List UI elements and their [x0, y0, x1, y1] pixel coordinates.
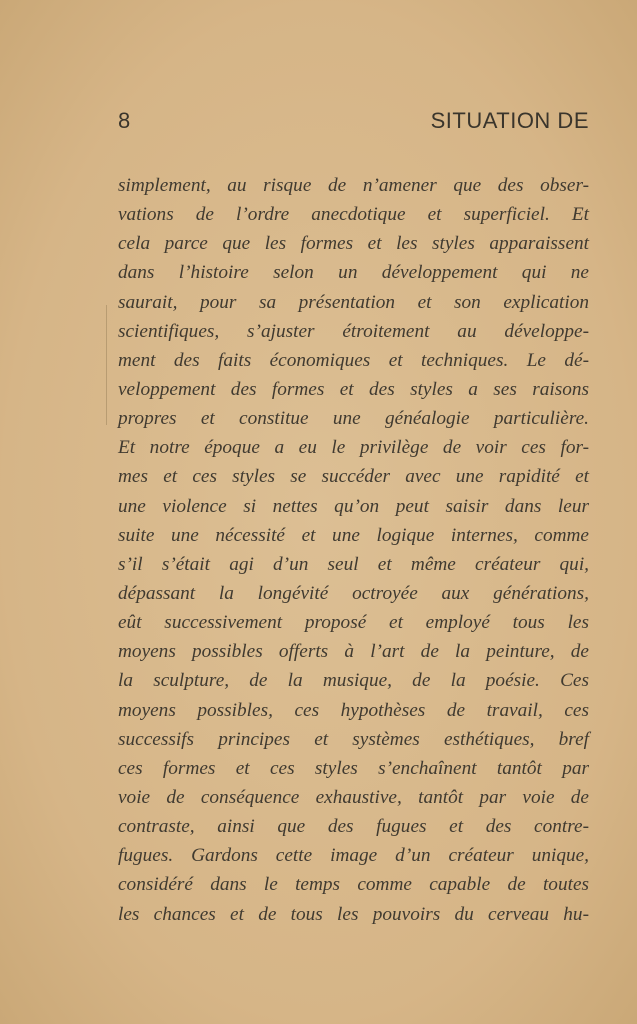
text-line: propres et constitue une généalogie particulière.: [118, 408, 589, 430]
text-line: voie de conséquence exhaustive, tantôt par voie de: [118, 786, 589, 808]
text-line: moyens possibles, ces hypothèses de travail, ces: [118, 699, 589, 721]
text-line: eût successivement proposé et employé tous les: [118, 612, 589, 634]
margin-mark: [106, 305, 107, 425]
text-line: s’il s’était agi d’un seul et même créateur qui,: [118, 553, 589, 575]
running-title: SITUATION DE: [430, 108, 589, 133]
text-line: veloppement des formes et des styles a ses raisons: [118, 378, 589, 400]
text-line: fugues. Gardons cette image d’un créateur unique,: [118, 845, 589, 867]
text-line: la sculpture, de la musique, de la poésie. Ces: [118, 670, 589, 692]
text-line: contraste, ainsi que des fugues et des contre-: [118, 816, 589, 838]
text-line: les chances et de tous les pouvoirs du cerveau hu-: [118, 903, 589, 925]
text-line: Et notre époque a eu le privilège de voir ces for-: [118, 437, 589, 459]
running-header: [118, 108, 589, 142]
text-line: ces formes et ces styles s’enchaînent tantôt par: [118, 757, 589, 779]
text-line: dans l’histoire selon un développement qui ne: [118, 262, 589, 284]
text-line: considéré dans le temps comme capable de toutes: [118, 874, 589, 896]
text-line: une violence si nettes qu’on peut saisir dans leur: [118, 495, 589, 517]
text-line: suite une nécessité et une logique internes, comme: [118, 524, 589, 546]
body-text: [118, 171, 589, 929]
text-line: scientifiques, s’ajuster étroitement au développe-: [118, 320, 589, 342]
text-line: simplement, au risque de n’amener que des obser-: [118, 175, 589, 196]
text-line: saurait, pour sa présentation et son explication: [118, 291, 589, 313]
text-line: vations de l’ordre anecdotique et superficiel. Et: [118, 204, 589, 226]
text-line: ment des faits économiques et techniques. Le dé-: [118, 349, 589, 371]
page-number: 8: [118, 108, 131, 133]
text-line: cela parce que les formes et les styles apparaissent: [118, 233, 589, 255]
text-line: dépassant la longévité octroyée aux générations,: [118, 582, 589, 604]
text-line: mes et ces styles se succéder avec une rapidité et: [118, 466, 589, 488]
text-line: moyens possibles offerts à l’art de la peinture, de: [118, 641, 589, 663]
text-line: successifs principes et systèmes esthétiques, bref: [118, 728, 589, 750]
